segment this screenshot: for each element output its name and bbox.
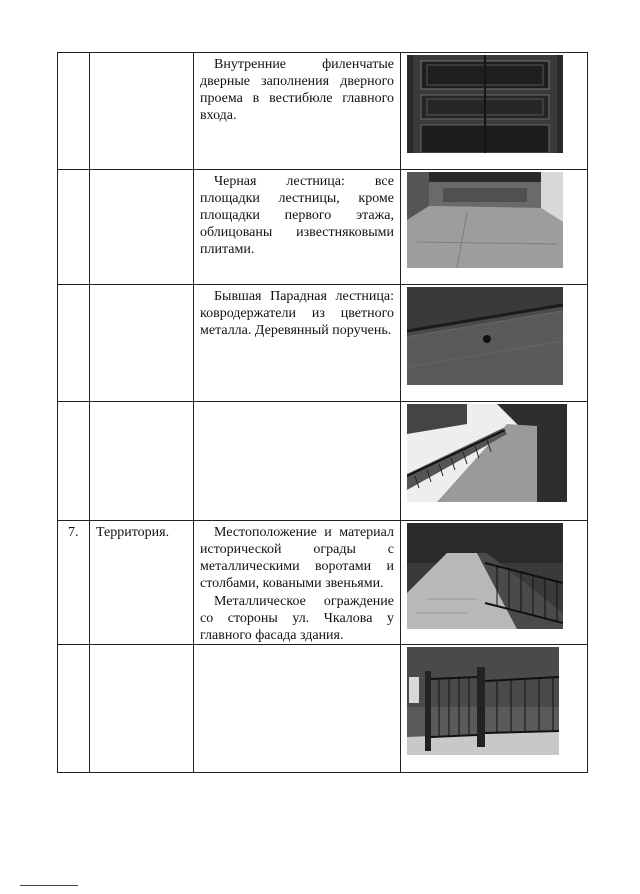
footnote-separator-line (20, 885, 78, 886)
description-cell (194, 170, 401, 285)
description-cell (194, 402, 401, 521)
table-row (58, 170, 588, 285)
description-cell (194, 645, 401, 773)
object-name-cell (90, 402, 194, 521)
description-text: Местоположение и материал исторической ограды с металлическими воротами и столбами, коваными звеньями. (200, 525, 394, 591)
table-row (58, 645, 588, 773)
row-number-cell (58, 285, 90, 402)
row-number-cell (58, 53, 90, 170)
photo-cell (401, 53, 588, 170)
object-name-cell (90, 645, 194, 773)
description-cell (194, 521, 401, 645)
table-row (58, 53, 588, 170)
photo-fence-sidewalk (407, 523, 563, 629)
photo-staircase-railing (407, 404, 567, 502)
photo-cell (401, 645, 588, 773)
row-number-cell (58, 402, 90, 521)
photo-cell (401, 521, 588, 645)
photo-main-staircase (407, 287, 563, 385)
row-number: 7. (68, 525, 79, 540)
row-number-cell (58, 645, 90, 773)
row-number-cell (58, 170, 90, 285)
object-name-cell (90, 53, 194, 170)
object-name-cell (90, 521, 194, 645)
table-row (58, 521, 588, 645)
row-number-cell (58, 521, 90, 645)
description-text: Внутренние филенчатые дверные заполнения дверного проема в вестибюле главного входа. (200, 57, 394, 123)
photo-cell (401, 170, 588, 285)
description-text: Металлическое ограждение со стороны ул. Чкалова у главного фасада здания. (200, 594, 394, 643)
object-name-cell (90, 285, 194, 402)
photo-door-panels (407, 55, 563, 153)
description-text: Черная лестница: все площадки лестницы, кроме площадки первого этажа, облицованы известняковыми плитами. (200, 174, 394, 257)
photo-cell (401, 402, 588, 521)
photo-fence-gate (407, 647, 559, 755)
photo-cell (401, 285, 588, 402)
description-text: Бывшая Парадная лестница: ковродержатели из цветного металла. Деревянный поручень. (200, 289, 394, 338)
object-name-cell (90, 170, 194, 285)
monument-table (57, 52, 588, 773)
description-cell (194, 285, 401, 402)
object-name: Территория. (96, 525, 170, 540)
photo-back-staircase (407, 172, 563, 268)
table-row (58, 402, 588, 521)
description-cell (194, 53, 401, 170)
table-row (58, 285, 588, 402)
